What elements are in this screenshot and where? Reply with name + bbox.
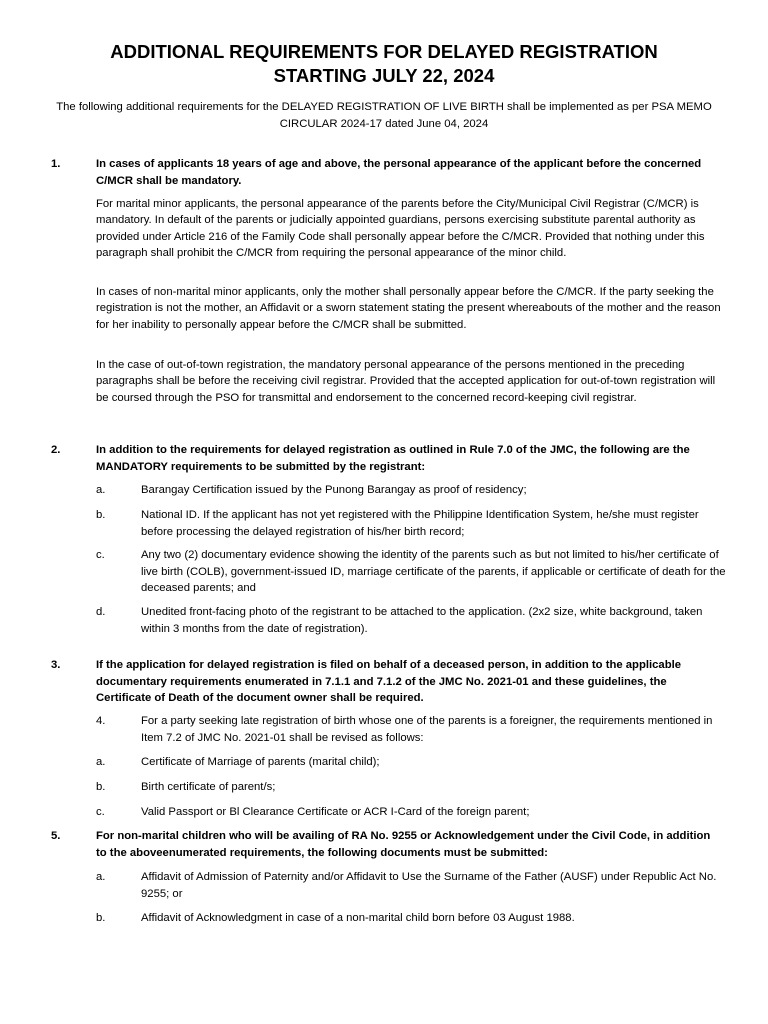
section-5-heading: For non-marital children who will be availing of RA No. 9255 or Acknowledgement under the Civil Code, in addition to the aboveenumerated requirements, the following documents must be submitted: [96,830,711,859]
section-2-number: 2. [51,444,61,456]
section-1-heading: In cases of applicants 18 years of age and above, the personal appearance of the applicant before the concerned C/MCR shall be mandatory. [96,158,702,187]
section-2-item-a-letter: a. [96,484,106,496]
section-1-number: 1. [51,158,61,170]
section-3-item-4-text: For a party seeking late registration of birth whose one of the parents is a foreigner, the requirements mentioned in Item 7.2 of JMC No. 2021-01 shall be revised as follows: [141,715,713,744]
section-1-paragraph-2: In cases of non-marital minor applicants, only the mother shall personally appear before the C/MCR. If the party seeking the registration is not the mother, an Affidavit or a sworn statement stating the present whereabouts of the mother and the reason for her inability to personally appear before the C/MCR shall be submitted. [96,286,721,331]
title-line-2: STARTING JULY 22, 2024 [273,65,495,86]
section-3-item-4-number: 4. [96,715,106,727]
section-2-item-d-letter: d. [96,606,106,618]
section-1-paragraph-1: For marital minor applicants, the personal appearance of the parents before the City/Municipal Civil Registrar (C/MCR) is mandatory. In default of the parents or judicially appointed guardians, persons exercising substitute parental authority as provided under Article 216 of the Family Code shall personally appear before the C/MCR. Provided that nothing under this paragraph shall prohibit the C/MCR from requiring the personal appearance of the minor child. [96,198,705,259]
section-2-item-c-letter: c. [96,549,105,561]
section-3-number: 3. [51,659,61,671]
section-2-item-b-text: National ID. If the applicant has not yet registered with the Philippine Identification System, he/she must register before processing the delayed registration of his/her birth record; [141,509,699,538]
section-3-item-a-text: Certificate of Marriage of parents (marital child); [141,756,380,768]
section-2-item-d-text: Unedited front-facing photo of the registrant to be attached to the application. (2x2 size, white background, taken within 3 months from the date of registration). [141,606,703,635]
section-5-item-b-letter: b. [96,912,106,924]
section-2-item-a-text: Barangay Certification issued by the Punong Barangay as proof of residency; [141,484,527,496]
section-5-number: 5. [51,830,61,842]
section-5-item-a-text: Affidavit of Admission of Paternity and/or Affidavit to Use the Surname of the Father (AUSF) under Republic Act No. 9255; or [141,871,717,900]
section-3-item-b-text: Birth certificate of parent/s; [141,781,276,793]
section-5-item-b-text: Affidavit of Acknowledgment in case of a non-marital child born before 03 August 1988. [141,912,575,924]
section-2-heading: In addition to the requirements for delayed registration as outlined in Rule 7.0 of the JMC, the following are the MANDATORY requirements to be submitted by the registrant: [96,444,690,473]
section-3-heading: If the application for delayed registration is filed on behalf of a deceased person, in addition to the applicable documentary requirements enumerated in 7.1.1 and 7.1.2 of the JMC No. 2021-01 and these guidelines, the Certificate of Death of the document owner shall be required. [96,659,682,704]
title-line-1: ADDITIONAL REQUIREMENTS FOR DELAYED REGISTRATION [110,41,658,62]
section-5-item-a-letter: a. [96,871,106,883]
section-2-item-b-letter: b. [96,509,106,521]
section-3-item-c-letter: c. [96,806,105,818]
section-2-item-c-text: Any two (2) documentary evidence showing the identity of the parents such as but not limited to his/her certificate of live birth (COLB), government-issued ID, marriage certificate of the parents, if applicable or certificate of death for the deceased parents; and [141,549,726,594]
section-3-item-b-letter: b. [96,781,106,793]
section-3-item-a-letter: a. [96,756,106,768]
intro-text: The following additional requirements for the DELAYED REGISTRATION OF LIVE BIRTH shall be implemented as per PSA MEMO CIRCULAR 2024-17 dated June 04, 2024 [56,101,712,130]
section-3-item-c-text: Valid Passport or Bl Clearance Certificate or ACR I-Card of the foreign parent; [141,806,530,818]
section-1-paragraph-3: In the case of out-of-town registration, the mandatory personal appearance of the persons mentioned in the preceding paragraphs shall be before the receiving civil registrar. Provided that the accepted application for out-of-town registration will be coursed through the PSO for transmittal and endorsement to the concerned record-keeping civil registrar. [96,359,716,404]
